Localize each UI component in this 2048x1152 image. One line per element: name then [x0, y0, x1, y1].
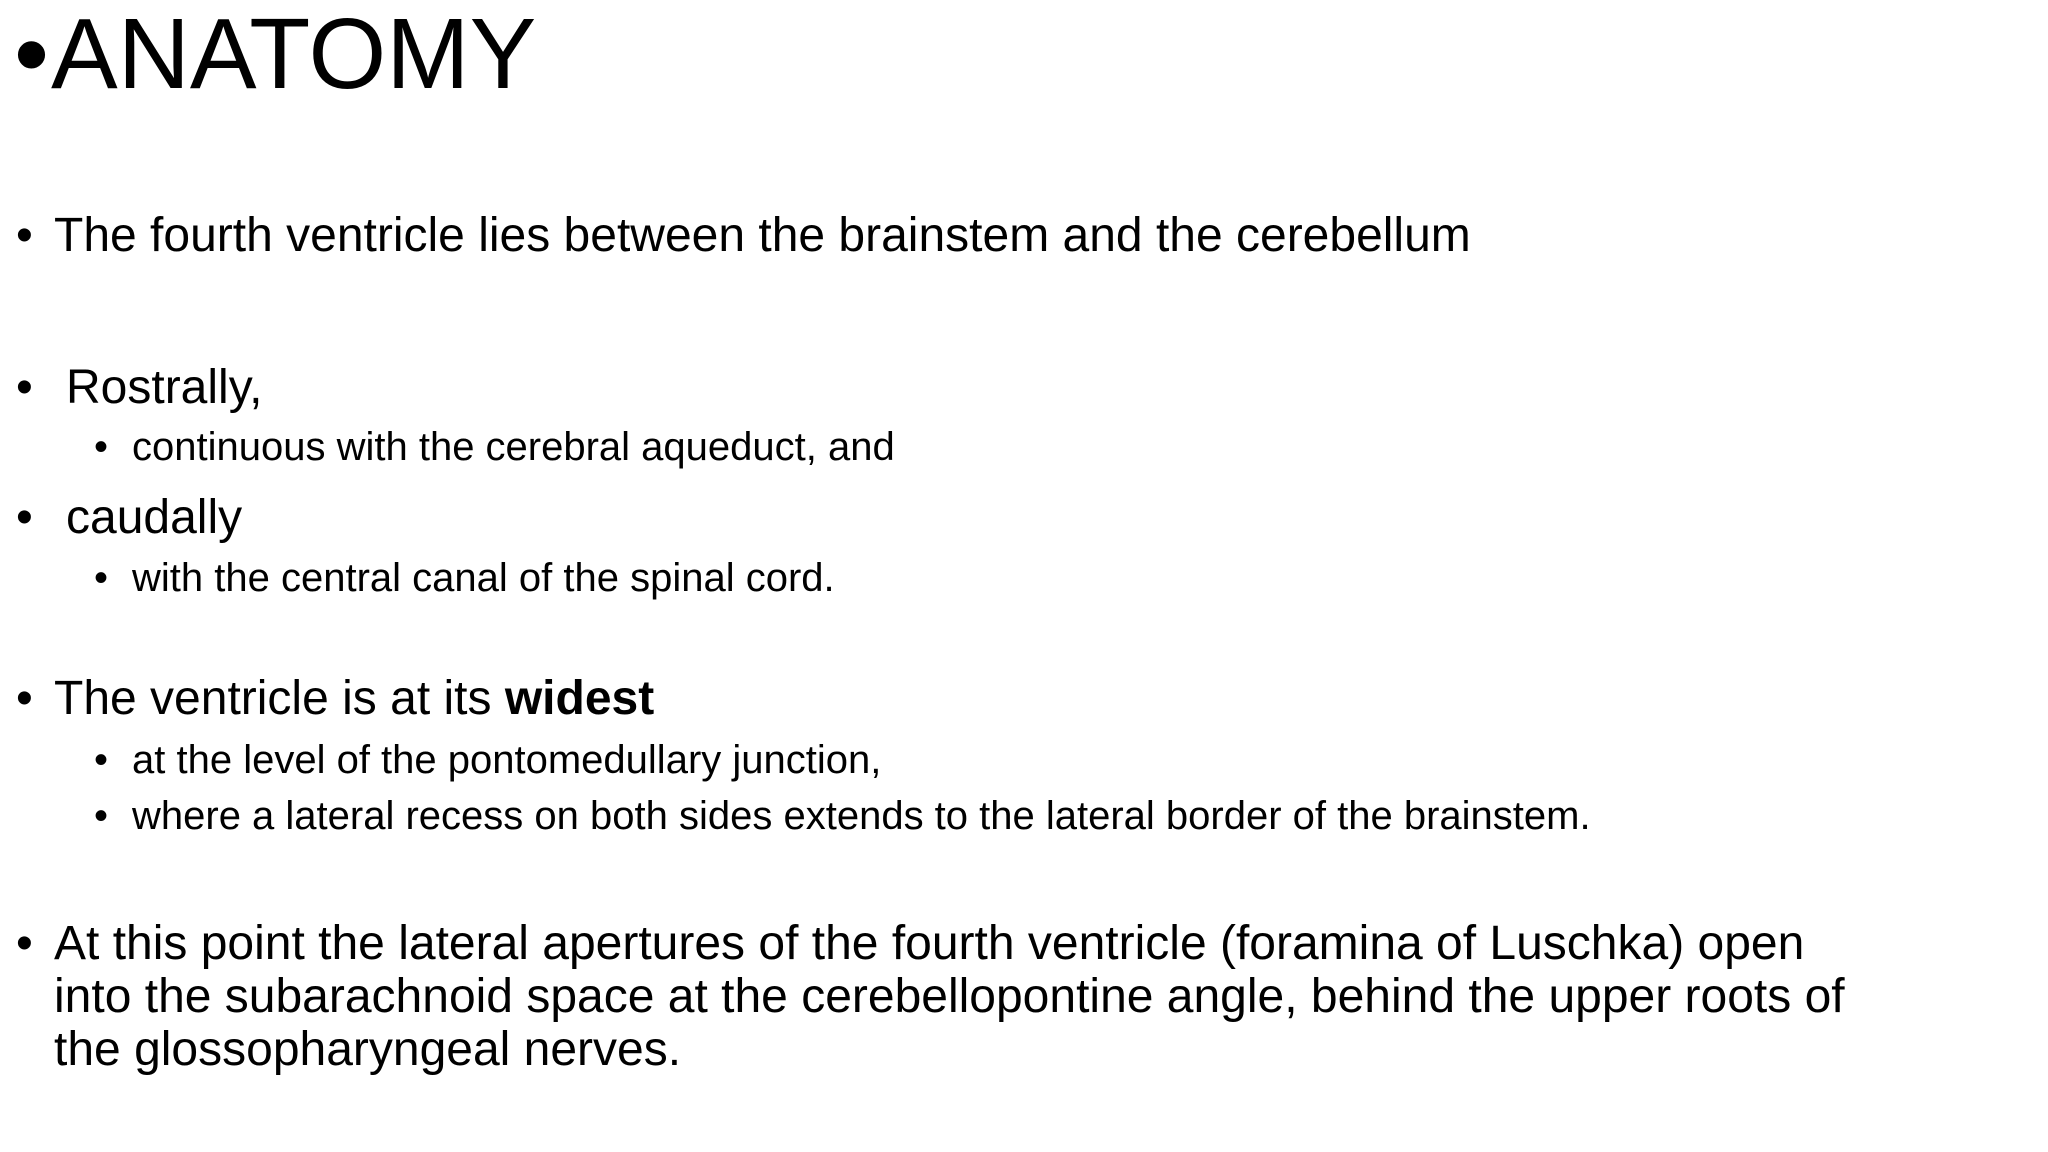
- bullet-paragraph: [54, 917, 2014, 1076]
- sub-bullet-dot: •: [94, 794, 109, 838]
- paragraph-line-2: into the subarachnoid space at the cerebellopontine angle, behind the upper roots of: [54, 970, 1845, 1023]
- bullet-text: caudally: [66, 491, 243, 544]
- sub-bullet-dot: •: [94, 425, 109, 469]
- title-text: ANATOMY: [51, 0, 537, 110]
- bullet-text-plain: The ventricle is at its: [54, 672, 505, 725]
- sub-bullet-dot: •: [94, 556, 109, 600]
- sub-bullet-text: continuous with the cerebral aqueduct, and: [132, 425, 895, 469]
- bullet-text: Rostrally,: [66, 361, 263, 414]
- bullet-dot: •: [16, 361, 33, 414]
- bullet-dot: •: [16, 917, 33, 970]
- sub-bullet-text: with the central canal of the spinal cord.: [132, 556, 835, 600]
- title-bullet: •: [14, 0, 50, 110]
- slide-title: [14, 0, 537, 110]
- sub-bullet-text: where a lateral recess on both sides extends to the lateral border of the brainstem.: [132, 794, 1591, 838]
- bullet-text: The fourth ventricle lies between the brainstem and the cerebellum: [54, 209, 1471, 262]
- bullet-dot: •: [16, 209, 33, 262]
- paragraph-line-1: At this point the lateral apertures of the fourth ventricle (foramina of Luschka) open: [54, 917, 1805, 970]
- bullet-text: [54, 672, 654, 725]
- sub-bullet-dot: •: [94, 738, 109, 782]
- bullet-dot: •: [16, 491, 33, 544]
- bullet-dot: •: [16, 672, 33, 725]
- sub-bullet-text: at the level of the pontomedullary junction,: [132, 738, 882, 782]
- paragraph-line-3: the glossopharyngeal nerves.: [54, 1023, 682, 1076]
- bullet-text-bold: widest: [504, 672, 655, 725]
